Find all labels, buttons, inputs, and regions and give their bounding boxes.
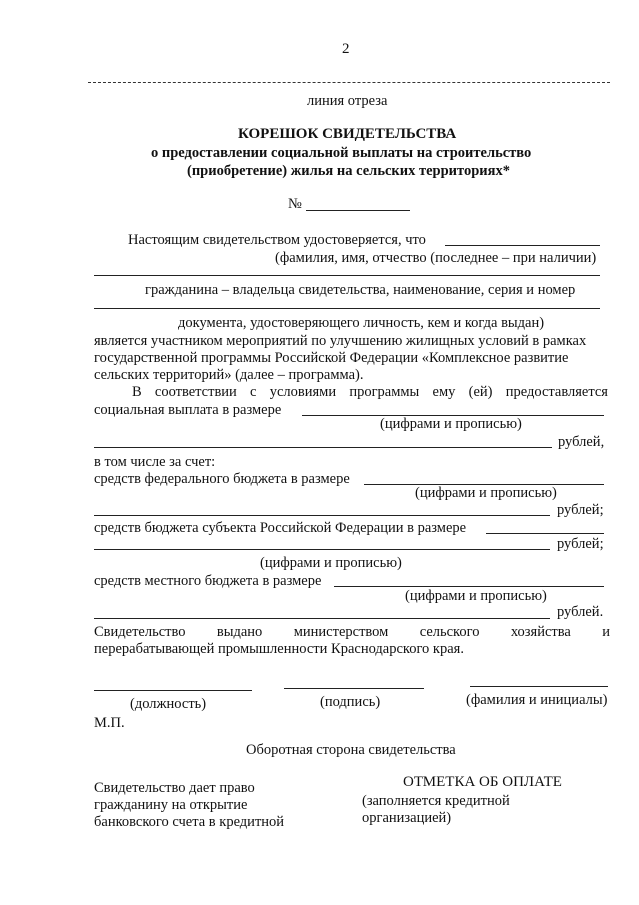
issued-line-2: перерабатывающей промышленности Краснодарского края. [94, 641, 464, 657]
issued-word: Свидетельство [94, 624, 186, 640]
para2-line-1 [132, 385, 608, 400]
local-amount-field[interactable] [334, 586, 604, 587]
rubles-label: рублей. [557, 604, 604, 620]
page-number: 2 [342, 41, 350, 57]
fio-field-continued[interactable] [94, 275, 600, 276]
number-label: № [288, 196, 302, 212]
para1-line-3: сельских территорий» (далее – программа). [94, 367, 364, 383]
issued-word: сельского [419, 624, 480, 640]
reverse-left-line-3: банковского счета в кредитной [94, 814, 285, 830]
title-line-3: (приобретение) жилья на сельских территориях* [187, 163, 510, 179]
federal-label: средств федерального бюджета в размере [94, 471, 350, 487]
regional-amount-field[interactable] [486, 533, 604, 534]
signature-field[interactable] [284, 688, 424, 689]
name-hint: (фамилия и инициалы) [466, 692, 608, 708]
title-line-1: КОРЕШОК СВИДЕТЕЛЬСТВА [238, 126, 457, 142]
para2-word: ему [432, 384, 456, 400]
issued-word: выдано [216, 624, 263, 640]
para1-line-2: государственной программы Российской Федерации «Комплексное развитие [94, 350, 569, 366]
payment-mark-line-2: организацией) [362, 810, 452, 826]
document-hint: документа, удостоверяющего личность, кем и когда выдан) [178, 315, 545, 331]
citizen-hint: гражданина – владельца свидетельства, наименование, серия и номер [145, 282, 576, 298]
issued-word: хозяйства [510, 624, 571, 640]
cut-line-label: линия отреза [307, 93, 388, 109]
local-label: средств местного бюджета в размере [94, 573, 322, 589]
rubles-label: рублей; [557, 536, 604, 552]
federal-hint: (цифрами и прописью) [415, 485, 557, 501]
federal-words-field[interactable] [94, 515, 550, 516]
para1-line-1: является участником мероприятий по улучшению жилищных условий в рамках [94, 333, 587, 349]
para2-word: условиями [269, 384, 337, 400]
certify-text: Настоящим свидетельством удостоверяется, что [128, 232, 426, 248]
regional-label: средств бюджета субъекта Российской Федерации в размере [94, 520, 467, 536]
rubles-label: рублей, [558, 434, 605, 450]
stamp-label: М.П. [94, 715, 125, 731]
regional-hint: (цифрами и прописью) [260, 555, 402, 571]
issued-word: министерством [293, 624, 389, 640]
number-field[interactable] [306, 210, 410, 211]
fio-hint: (фамилия, имя, отчество (последнее – при наличии) [275, 250, 597, 266]
para2-word: соответствии [154, 384, 237, 400]
para2-word: В [132, 384, 142, 400]
regional-words-field[interactable] [94, 549, 550, 550]
signature-hint: (подпись) [320, 694, 381, 710]
reverse-left-line-1: Свидетельство дает право [94, 780, 255, 796]
including-label: в том числе за счет: [94, 454, 216, 470]
local-words-field[interactable] [94, 618, 550, 619]
issued-word: и [602, 624, 610, 640]
fio-field[interactable] [445, 245, 600, 246]
name-field[interactable] [470, 686, 608, 687]
document-field[interactable] [94, 308, 600, 309]
reverse-left-line-2: гражданину на открытие [94, 797, 248, 813]
local-hint: (цифрами и прописью) [405, 588, 547, 604]
para2-word: с [250, 384, 257, 400]
issued-line-1 [94, 625, 610, 640]
payment-words-field[interactable] [94, 447, 552, 448]
para2-word: предоставляется [505, 384, 608, 400]
para2-word: (ей) [468, 384, 493, 400]
cut-dashed-line [88, 82, 610, 83]
reverse-title: Оборотная сторона свидетельства [246, 742, 456, 758]
para2-word: программы [349, 384, 420, 400]
payment-mark-line-1: (заполняется кредитной [362, 793, 510, 809]
position-hint: (должность) [130, 696, 207, 712]
title-line-2: о предоставлении социальной выплаты на строительство [151, 145, 532, 161]
payment-mark-title: ОТМЕТКА ОБ ОПЛАТЕ [403, 774, 562, 790]
payment-hint: (цифрами и прописью) [380, 416, 522, 432]
position-field[interactable] [94, 690, 252, 691]
rubles-label: рублей; [557, 502, 604, 518]
payment-label: социальная выплата в размере [94, 402, 282, 418]
